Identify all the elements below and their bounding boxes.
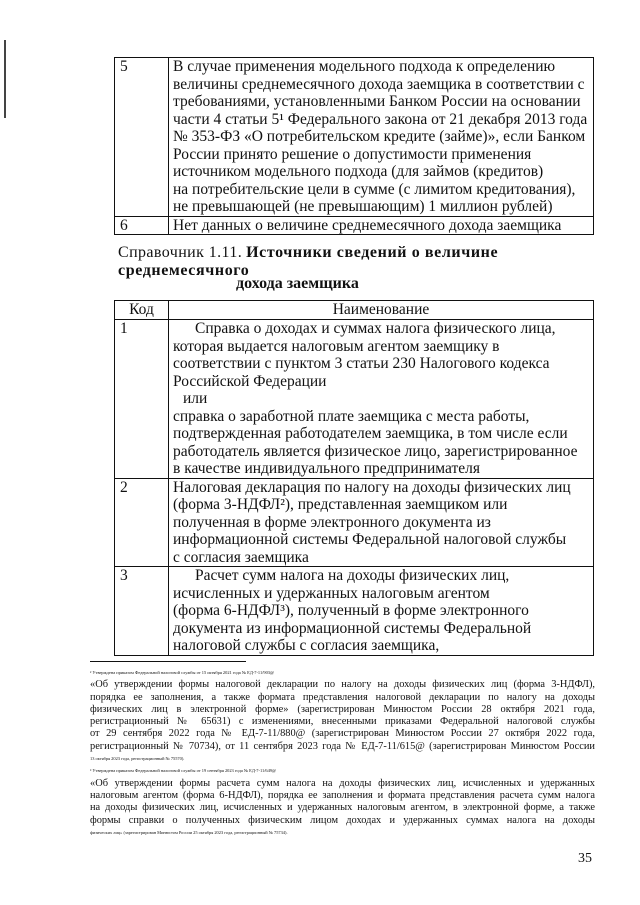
footnote-line: регистрационный № 70734), от 11 сентября 2023 года № ЕД-7-11/615@ (зарегистрирован Минюстом России bbox=[90, 740, 595, 752]
footnote-line: от 29 сентября 2022 года № ЕД-7-11/880@ (зарегистрирован Минюстом России 27 октября 2022 года, bbox=[90, 728, 595, 740]
text-line: (форма 3-НДФЛ²), представленная заемщиком или bbox=[173, 496, 508, 513]
footnote-line: налоговым агентом (форма 6-НДФЛ), порядка ее заполнения и формата представления расчета сумм налога bbox=[90, 789, 595, 801]
reference-label: Справочник 1.11. bbox=[118, 244, 243, 261]
table-row bbox=[115, 320, 594, 479]
footnote-3 bbox=[90, 765, 595, 839]
top-table bbox=[114, 57, 594, 235]
table-row bbox=[115, 58, 594, 217]
text-line: Справка о доходах и суммах налога физического лица, bbox=[195, 320, 556, 337]
text-line: работодатель является физическое лицо, зарегистрированное bbox=[173, 442, 578, 460]
footnote-line: порядка ее заполнения, а также формата представления налоговой декларации по налогу на доходы bbox=[90, 691, 595, 703]
sources-table bbox=[114, 300, 594, 656]
row-code: 2 bbox=[115, 478, 169, 567]
text-line: в качестве индивидуального предпринимателя bbox=[173, 460, 480, 477]
footnote-line: физических лиц в электронной форме» (зарегистрирован Минюстом России 28 октября 2021 года, bbox=[90, 703, 595, 715]
text-line: не превышающей (не превышающим) 1 миллион рублей) bbox=[173, 198, 553, 215]
reference-title: Источники сведений о величине среднемесячного bbox=[118, 244, 499, 279]
row-code: 5 bbox=[115, 58, 169, 217]
text-line: документа из информационной системы Федеральной bbox=[173, 619, 532, 637]
text-line: Налоговая декларация по налогу на доходы физических лиц bbox=[173, 478, 571, 496]
row-description bbox=[169, 58, 594, 217]
footnote-line: регистрационный № 65631) с изменениями, внесенными приказами Федеральной налоговой службы bbox=[90, 716, 595, 728]
footnote-line: ² Утверждена приказом Федеральной налоговой службы от 15 октября 2021 года № ЕД-7-11/903@ bbox=[90, 670, 275, 675]
text-line: № 353-ФЗ «О потребительском кредите (займе)», если Банком bbox=[173, 128, 586, 145]
footnote-separator bbox=[90, 661, 246, 662]
table-header-row bbox=[115, 301, 594, 320]
text-line: исчисленных и удержанных налоговым агентом bbox=[173, 584, 490, 602]
footnote-line: «Об утверждении формы налоговой декларации по налогу на доходы физических лиц (форма 3-НДФЛ), bbox=[90, 679, 595, 691]
margin-mark bbox=[4, 40, 6, 118]
footnote-line: 13 октября 2023 года, регистрационный № 75570). bbox=[90, 756, 185, 762]
text-line: информационной системы Федеральной налоговой службы bbox=[173, 531, 567, 548]
row-description bbox=[169, 478, 594, 567]
text-line: соответствии с пунктом 3 статьи 230 Налогового кодекса bbox=[173, 355, 550, 372]
reference-title-continuation: дохода заемщика bbox=[236, 275, 359, 292]
text-line: части 4 статьи 5¹ Федерального закона от 21 декабря 2013 года bbox=[173, 110, 588, 128]
text-line: или bbox=[183, 390, 208, 407]
text-line: России принято решение о допустимости применения bbox=[173, 145, 532, 163]
text-line: источником модельного подхода (для займов (кредитов) bbox=[173, 163, 544, 180]
text-line: подтвержденная работодателем заемщика, в том числе если bbox=[173, 425, 568, 442]
footnote-line: ³ Утверждена приказом Федеральной налоговой службы от 19 сентября 2023 года № ЕД-7-11/649@ bbox=[90, 768, 277, 774]
header-code: Код bbox=[115, 301, 169, 320]
footnote-line: физических лиц» (зарегистрирован Минюстом России 25 октября 2023 года, регистрационный № 75734). bbox=[90, 829, 288, 835]
row-description bbox=[169, 320, 594, 479]
text-line: (форма 6-НДФЛ³), полученный в форме электронного bbox=[173, 602, 529, 619]
text-line: полученная в форме электронного документа из bbox=[173, 513, 491, 531]
footnote-2 bbox=[90, 667, 595, 765]
row-code: 3 bbox=[115, 567, 169, 656]
text-line: Нет данных о величине среднемесячного дохода заемщика bbox=[173, 216, 562, 234]
text-line: на потребительские цели в сумме (с лимитом кредитования), bbox=[173, 180, 576, 198]
text-line: Российской Федерации bbox=[173, 372, 327, 390]
table-row bbox=[115, 478, 594, 567]
footnotes bbox=[90, 667, 595, 839]
row-code: 1 bbox=[115, 320, 169, 479]
text-line: величины среднемесячного дохода заемщика в соответствии с bbox=[173, 75, 585, 93]
text-line: Расчет сумм налога на доходы физических лиц, bbox=[195, 567, 510, 584]
table-row bbox=[115, 567, 594, 656]
text-line: с согласия заемщика bbox=[173, 548, 309, 566]
text-line: которая выдается налоговым агентом заемщику в bbox=[173, 337, 500, 355]
text-line: В случае применения модельного подхода к определению bbox=[173, 58, 556, 75]
row-description bbox=[169, 216, 594, 235]
text-line: справка о заработной плате заемщика с места работы, bbox=[173, 407, 530, 425]
header-name: Наименование bbox=[169, 301, 594, 320]
table-row bbox=[115, 216, 594, 235]
footnote-line: «Об утверждении формы расчета сумм налога на доходы физических лиц, исчисленных и удержанных bbox=[90, 777, 595, 789]
row-code: 6 bbox=[115, 216, 169, 235]
text-line: налоговой службы с согласия заемщика, bbox=[173, 637, 440, 654]
text-line: требованиями, установленными Банком России на основании bbox=[173, 93, 581, 110]
row-description bbox=[169, 567, 594, 656]
footnote-line: формы справки о полученных физическим лицом доходах и удержанных суммах налога на доходы bbox=[90, 814, 595, 826]
footnote-line: на доходы физических лиц, исчисленных и удержанных налоговым агентом, в электронной форме, а также bbox=[90, 802, 595, 814]
page-number: 35 bbox=[578, 851, 592, 866]
